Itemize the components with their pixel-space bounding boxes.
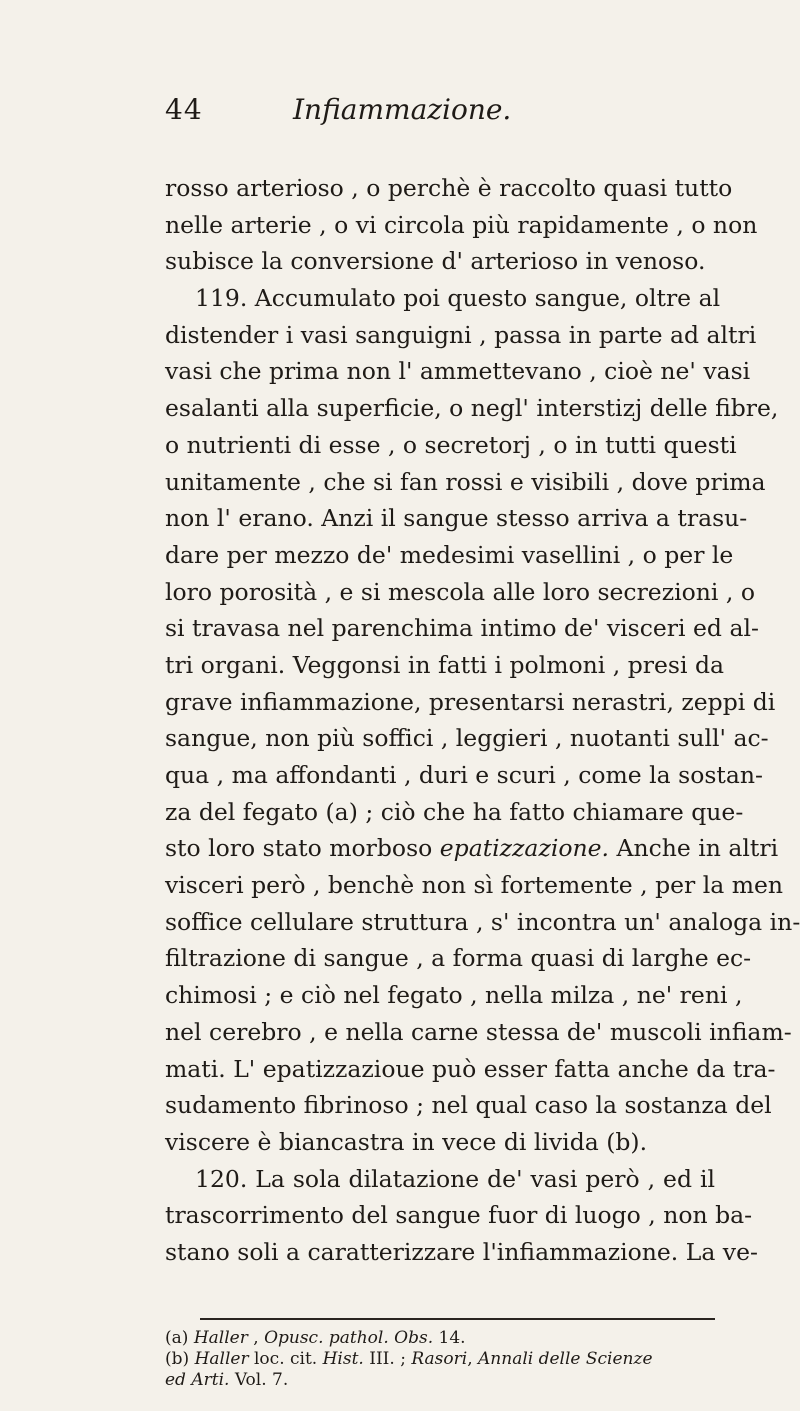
- paragraph-start-120: 120. La sola dilatazione de' vasi però , ed il: [195, 1164, 715, 1193]
- text-line: viscere è biancastra in vece di livida (b).: [165, 1127, 648, 1156]
- text-line: za del fegato (a) ; ciò che ha fatto chiamare que-: [165, 797, 744, 826]
- text-fragment: Anche in altri: [609, 834, 779, 863]
- text-line-epatizzazione: [165, 830, 779, 867]
- text-line: dare per mezzo de' medesimi vasellini , o per le: [165, 540, 734, 569]
- text-line: stano soli a caratterizzare l'infiammazione. La ve-: [165, 1237, 758, 1266]
- footnote-title: Opusc. pathol. Obs.: [264, 1328, 434, 1348]
- page-number: 44: [165, 93, 203, 126]
- footnote-tail: 14.: [433, 1328, 466, 1348]
- footnote-sep: ,: [247, 1328, 265, 1348]
- text-line: esalanti alla superficie, o negl' interstizj delle fibre,: [165, 394, 779, 423]
- footnote-ref: loc. cit.: [248, 1349, 323, 1369]
- text-line: chimosi ; e ciò nel fegato , nella milza , ne' reni ,: [165, 981, 743, 1010]
- footnote-label: (b): [165, 1349, 190, 1369]
- text-line: soffice cellulare struttura , s' incontra un' analoga in-: [165, 907, 800, 936]
- text-line: non l' erano. Anzi il sangue stesso arriva a trasu-: [165, 504, 748, 533]
- text-line: sudamento fibrinoso ; nel qual caso la sostanza del: [165, 1091, 772, 1120]
- text-line: distender i vasi sanguigni , passa in parte ad altri: [165, 320, 757, 349]
- footnote-ref: III. ;: [363, 1349, 412, 1369]
- text-line: vasi che prima non l' ammettevano , cioè ne' vasi: [165, 357, 751, 386]
- footnote-author: Haller: [194, 1349, 249, 1369]
- text-line: rosso arterioso , o perchè è raccolto quasi tutto: [165, 174, 733, 202]
- footnote-label: (a): [165, 1328, 189, 1348]
- footnote-title: ed Arti.: [165, 1370, 230, 1390]
- footnote-b-continued: [165, 1370, 725, 1391]
- body-text: [165, 170, 800, 1271]
- text-line: o nutrienti di esse , o secretorj , o in tutti questi: [165, 430, 737, 459]
- text-line: qua , ma affondanti , duri e scuri , come la sostan-: [165, 761, 763, 789]
- text-line: nel cerebro , e nella carne stessa de' muscoli infiam-: [165, 1017, 792, 1046]
- page-header: [165, 93, 685, 133]
- text-line: nelle arterie , o vi circola più rapidamente , o non: [165, 210, 758, 239]
- text-line: subisce la conversione d' arterioso in venoso.: [165, 247, 706, 276]
- footnote-sep: ,: [467, 1349, 479, 1369]
- text-line: loro porosità , e si mescola alle loro secrezioni , o: [165, 577, 755, 606]
- footnote-b: [165, 1349, 725, 1370]
- footnote-author: Haller: [193, 1328, 248, 1348]
- footnotes: [165, 1328, 725, 1391]
- text-line: visceri però , benchè non sì fortemente , per la men: [165, 871, 784, 900]
- footnote-title: Annali delle Scienze: [478, 1349, 653, 1369]
- text-line: sangue, non più soffici , leggieri , nuotanti sull' ac-: [165, 724, 769, 753]
- text-line: unitamente , che si fan rossi e visibili , dove prima: [165, 467, 766, 496]
- italic-term: epatizzazione.: [439, 834, 610, 863]
- footnote-hist: Hist.: [322, 1349, 364, 1369]
- text-line: grave infiammazione, presentarsi nerastri, zeppi di: [165, 687, 776, 716]
- footnote-tail: Vol. 7.: [229, 1370, 289, 1390]
- paragraph-start-119: 119. Accumulato poi questo sangue, oltre al: [195, 284, 721, 313]
- text-line: trascorrimento del sangue fuor di luogo , non ba-: [165, 1201, 753, 1230]
- text-line: mati. L' epatizzazioue può esser fatta anche da tra-: [165, 1054, 776, 1083]
- text-line: si travasa nel parenchima intimo de' visceri ed al-: [165, 614, 759, 643]
- running-head: Infiammazione.: [293, 93, 512, 126]
- footnote-rule: [200, 1318, 715, 1320]
- text-line: filtrazione di sangue , a forma quasi di larghe ec-: [165, 944, 752, 973]
- footnote-a: [165, 1328, 725, 1349]
- text-fragment: sto loro stato morboso: [165, 834, 440, 863]
- footnote-author: Rasori: [411, 1349, 468, 1369]
- text-line: tri organi. Veggonsi in fatti i polmoni , presi da: [165, 650, 724, 679]
